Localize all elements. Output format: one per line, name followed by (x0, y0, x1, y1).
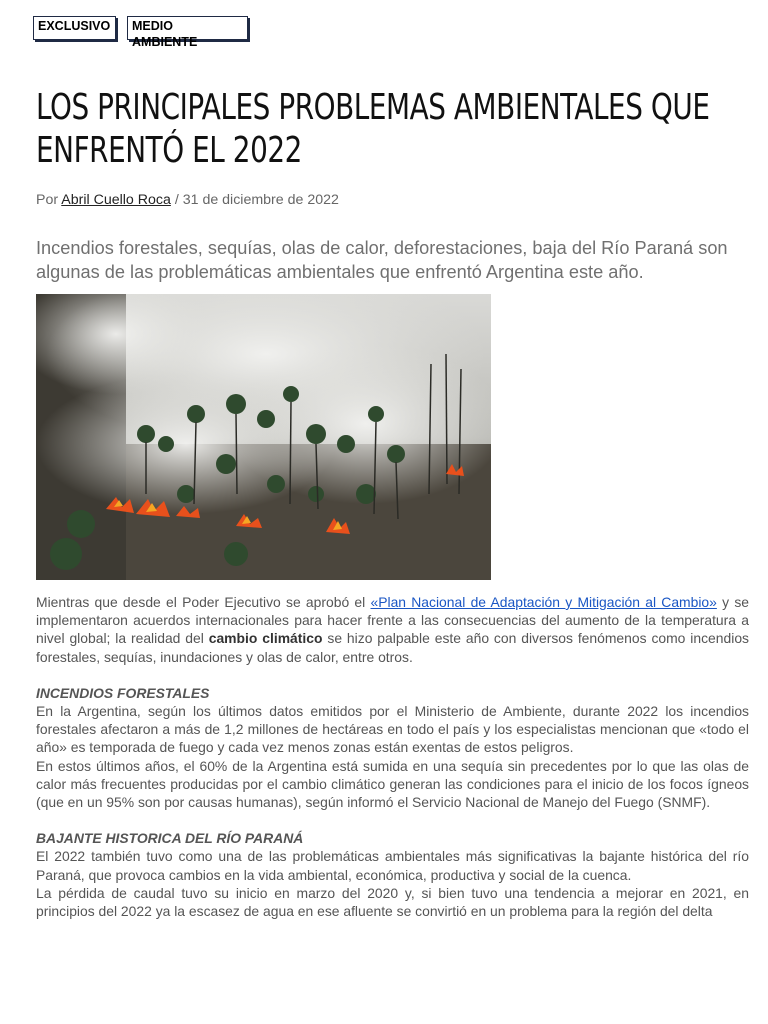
article-title: LOS PRINCIPALES PROBLEMAS AMBIENTALES QUE ENFRENTÓ EL 2022 (36, 87, 710, 171)
section-title-parana: BAJANTE HISTORICA DEL RÍO PARANÁ (36, 830, 304, 847)
intro-text-end: se hizo palpable este año con diversos fenómenos como incendios forestales, sequías, inundaciones y olas de calor, entre otros. (36, 630, 749, 665)
paragraph: El 2022 también tuvo como una de las problemáticas ambientales más significativas la bajante histórica del río Paraná, que provoca cambios en la vida ambiental, económica, productiva y social de la cuenca. (36, 848, 749, 883)
intro-bold-term: cambio climático (208, 630, 323, 647)
author-link[interactable]: Abril Cuello Roca (61, 192, 171, 208)
plan-nacional-link[interactable]: «Plan Nacional de Adaptación y Mitigación al Cambio» (370, 594, 717, 610)
hero-image (36, 294, 491, 580)
section-title-incendios: INCENDIOS FORESTALES (36, 684, 210, 701)
byline (36, 192, 339, 208)
intro-paragraph (36, 593, 749, 666)
forest-fire-illustration (36, 294, 491, 580)
byline-prefix: Por (36, 192, 59, 208)
article-lead: Incendios forestales, sequías, olas de calor, deforestaciones, baja del Río Paraná son algunas de las problemáticas ambientales que enfrentó Argentina este año. (36, 238, 728, 282)
category-tags (33, 16, 248, 49)
tag-medio-ambiente[interactable]: MEDIO AMBIENTE (127, 16, 248, 40)
intro-text-middle: y se implementaron acuerdos internacionales para hacer frente a las consecuencias del aumento de la temperatura a nivel global; la realidad del (36, 594, 750, 647)
paragraph: En estos últimos años, el 60% de la Argentina está sumida en una sequía sin precedentes por lo que las olas de calor más frecuentes producidas por el cambio climático generan las condiciones para el inicio de los focos ígneos (que en un 95% son por causas humanas), según informó el Servicio Nacional de Manejo del Fuego (SNMF). (36, 757, 749, 811)
paragraph: La pérdida de caudal tuvo su inicio en marzo del 2020 y, si bien tuvo una tendencia a mejorar en 2021, en principios del 2022 ya la escasez de agua en ese afluente se convirtió en un problema para la región del delta (36, 884, 749, 920)
article-body (36, 593, 749, 920)
byline-separator: / (174, 192, 179, 208)
paragraph: En la Argentina, según los últimos datos emitidos por el Ministerio de Ambiente, durante 2022 los incendios forestales afectaron a más de 1,2 millones de hectáreas en todo el país y los especialistas mencionan que «todo el año» es temporada de fuego y cada vez menos zonas están exentas de estos peligros. (36, 703, 749, 756)
publish-date: 31 de diciembre de 2022 (182, 192, 339, 208)
tag-exclusivo[interactable]: EXCLUSIVO (33, 16, 116, 40)
intro-text-start: Mientras que desde el Poder Ejecutivo se aprobó el (36, 594, 366, 610)
